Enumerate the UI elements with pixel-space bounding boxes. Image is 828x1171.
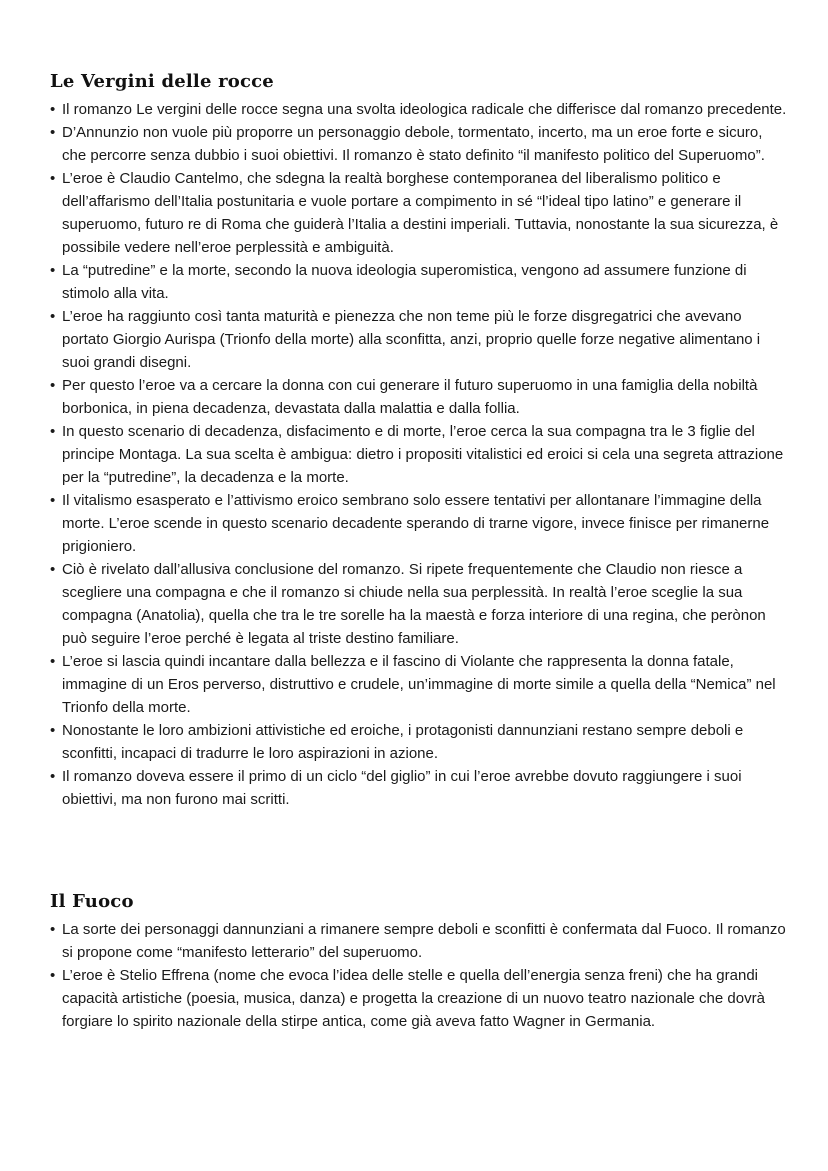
bullet-item: • L’eroe ha raggiunto così tanta maturità e pienezza che non teme più le forze disgregatrici che avevano portato Giorgio Aurispa (Trionfo della morte) alla sconfitta, anzi, proprio quelle forze negative alimentano i suoi grandi disegni. bbox=[50, 305, 790, 374]
bullet-item: • L’eroe si lascia quindi incantare dalla bellezza e il fascino di Violante che rappresenta la donna fatale, immagine di un Eros perverso, distruttivo e crudele, un’immagine di morte simile a quella della “Nemica” nel Trionfo della morte. bbox=[50, 650, 790, 719]
bullet-item: • Il vitalismo esasperato e l’attivismo eroico sembrano solo essere tentativi per allontanare l’immagine della morte. L’eroe scende in questo scenario decadente sperando di trarne vigore, invece finisce per rimanerne prigioniero. bbox=[50, 489, 790, 558]
bullet-item: • Ciò è rivelato dall’allusiva conclusione del romanzo. Si ripete frequentemente che Claudio non riesce a scegliere una compagna e che il romanzo si chiude nella sua perplessità. In realtà l’eroe sceglie la sua compagna (Anatolia), quella che tra le tre sorelle ha la maestà e forza interiore di una regina, che perònon può seguire l’eroe perché è legata al triste destino familiare. bbox=[50, 558, 790, 650]
bullet-item: • Il romanzo doveva essere il primo di un ciclo “del giglio” in cui l’eroe avrebbe dovuto raggiungere i suoi obiettivi, ma non furono mai scritti. bbox=[50, 765, 790, 811]
section-title: Il Fuoco bbox=[50, 891, 134, 912]
section-title: Le Vergini delle rocce bbox=[50, 71, 274, 92]
bullet-item: • Per questo l’eroe va a cercare la donna con cui generare il futuro superuomo in una famiglia della nobiltà borbonica, in piena decadenza, devastata dalla malattia e dalla follia. bbox=[50, 374, 790, 420]
bullet-list bbox=[50, 918, 790, 1033]
bullet-list bbox=[50, 98, 790, 811]
bullet-item: • L’eroe è Stelio Effrena (nome che evoca l’idea delle stelle e quella dell’energia senza freni) che ha grandi capacità artistiche (poesia, musica, danza) e progetta la creazione di un nuovo teatro nazionale che dovrà forgiare lo spirito nazionale della stirpe antica, come già aveva fatto Wagner in Germania. bbox=[50, 964, 790, 1033]
section-vergini-delle-rocce bbox=[50, 70, 790, 811]
bullet-item: • La sorte dei personaggi dannunziani a rimanere sempre deboli e sconfitti è confermata dal Fuoco. Il romanzo si propone come “manifesto letterario” del superuomo. bbox=[50, 918, 790, 964]
bullet-item: • D’Annunzio non vuole più proporre un personaggio debole, tormentato, incerto, ma un eroe forte e sicuro, che percorre senza dubbio i suoi obiettivi. Il romanzo è stato definito “il manifesto politico del Superuomo”. bbox=[50, 121, 790, 167]
bullet-item: • La “putredine” e la morte, secondo la nuova ideologia superomistica, vengono ad assumere funzione di stimolo alla vita. bbox=[50, 259, 790, 305]
bullet-item: • Il romanzo Le vergini delle rocce segna una svolta ideologica radicale che differisce dal romanzo precedente. bbox=[50, 98, 790, 121]
bullet-item: • L’eroe è Claudio Cantelmo, che sdegna la realtà borghese contemporanea del liberalismo politico e dell’affarismo dell’Italia postunitaria e vuole portare a compimento in sé “l’ideal tipo latino” e generare il superuomo, futuro re di Roma che guiderà l’Italia a destini imperiali. Tuttavia, nonostante la sua sicurezza, è possibile vedere nell’eroe perplessità e ambiguità. bbox=[50, 167, 790, 259]
bullet-item: • In questo scenario di decadenza, disfacimento e di morte, l’eroe cerca la sua compagna tra le 3 figlie del principe Montaga. La sua scelta è ambigua: dietro i propositi vitalistici ed eroici si cela una segreta attrazione per la “putredine”, la decadenza e la morte. bbox=[50, 420, 790, 489]
bullet-item: • Nonostante le loro ambizioni attivistiche ed eroiche, i protagonisti dannunziani restano sempre deboli e sconfitti, incapaci di tradurre le loro aspirazioni in azione. bbox=[50, 719, 790, 765]
section-il-fuoco bbox=[50, 890, 790, 1033]
